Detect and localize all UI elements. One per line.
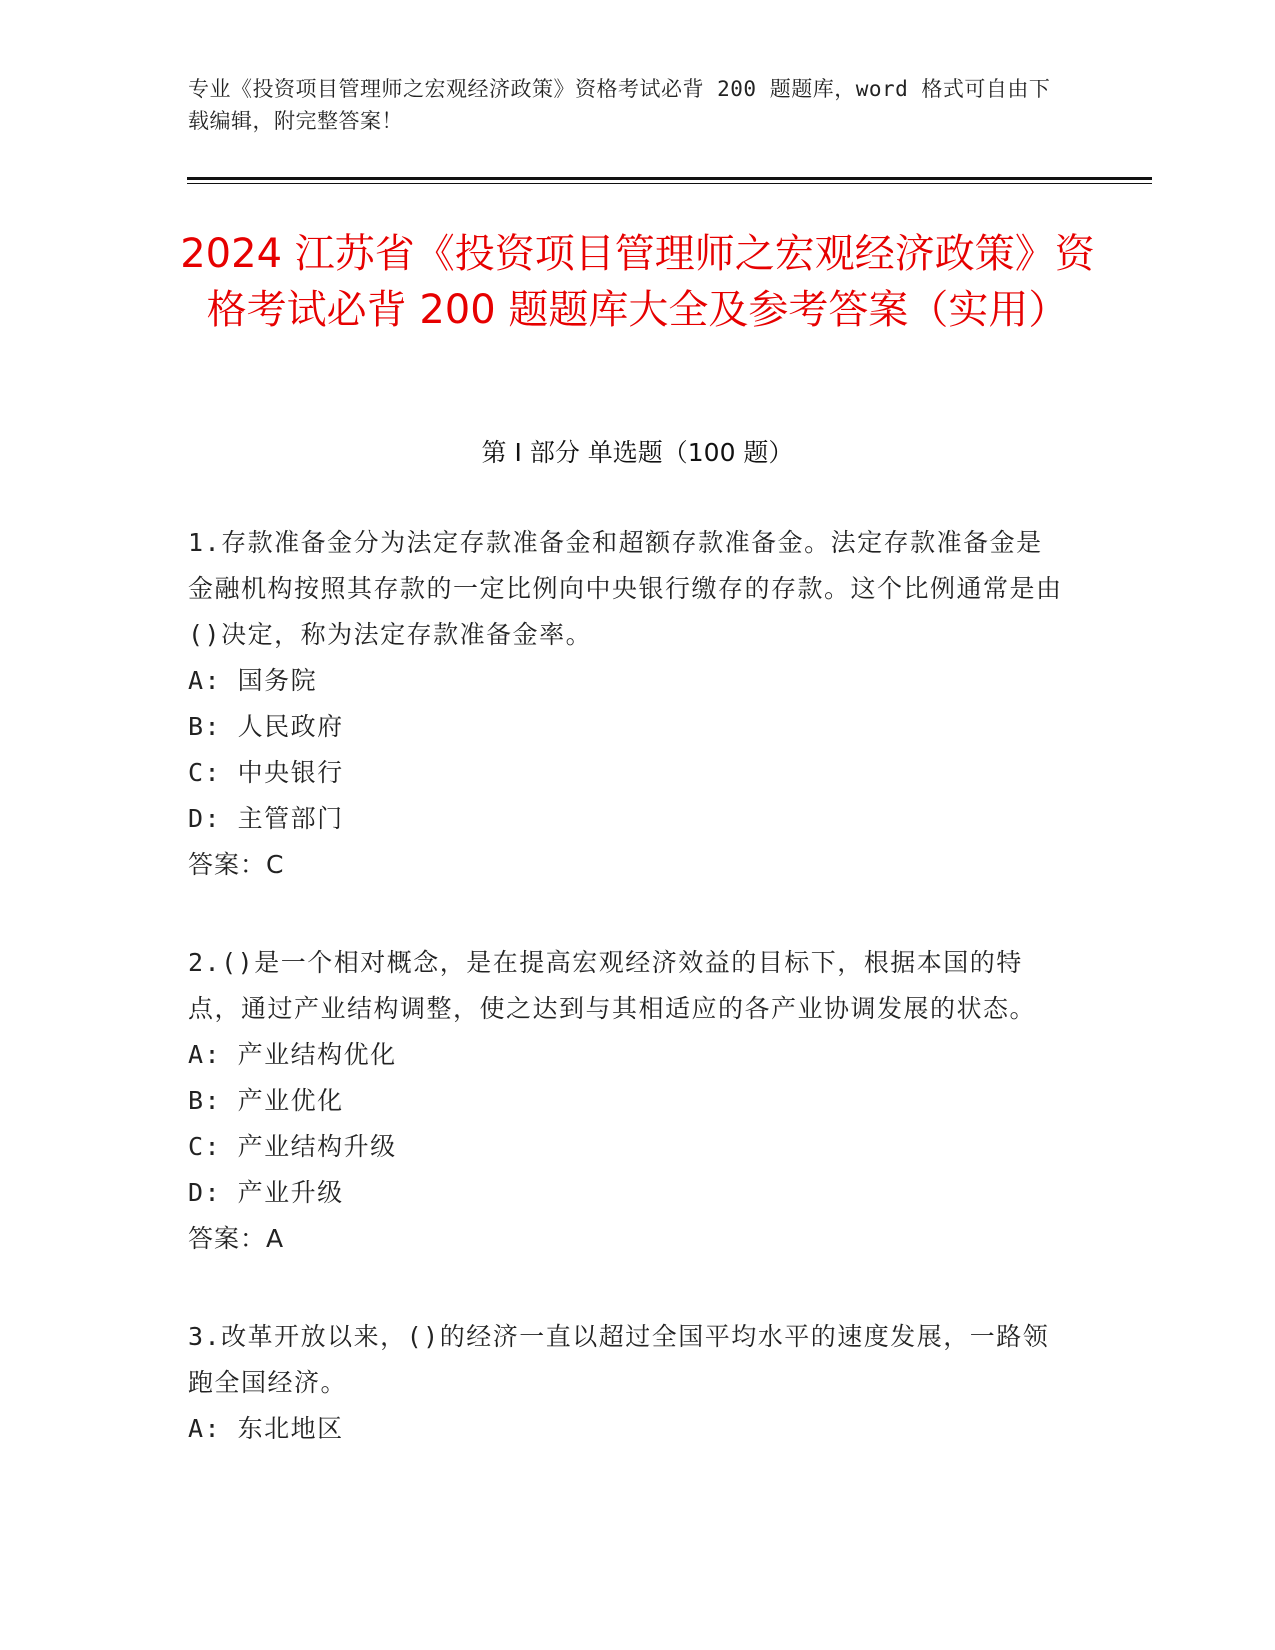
- option-text: 东北地区: [237, 1414, 344, 1443]
- option-c: [188, 750, 1068, 796]
- option-letter: C:: [188, 1132, 222, 1161]
- answer-line: 答案：A: [188, 1224, 285, 1253]
- option-text: 产业升级: [237, 1178, 344, 1207]
- question-stem: 3.改革开放以来，()的经济一直以超过全国平均水平的速度发展，一路领跑全国经济。: [188, 1322, 1050, 1397]
- option-letter: D:: [188, 804, 222, 833]
- option-d: [188, 796, 1068, 842]
- answer-line: 答案：C: [188, 850, 285, 879]
- question-list: [188, 520, 1068, 1504]
- option-text: 人民政府: [237, 712, 344, 741]
- option-text: 产业优化: [237, 1086, 344, 1115]
- option-a: [188, 1032, 1068, 1078]
- option-c: [188, 1124, 1068, 1170]
- option-text: 国务院: [237, 666, 318, 695]
- question-3: [188, 1314, 1068, 1452]
- option-letter: D:: [188, 1178, 222, 1207]
- option-a: [188, 1406, 1068, 1452]
- header-divider-thin: [187, 183, 1152, 184]
- question-2: [188, 940, 1068, 1262]
- header-divider-thick: [187, 177, 1152, 180]
- option-letter: C:: [188, 758, 222, 787]
- section-heading: 第 I 部分 单选题（100 题）: [481, 438, 794, 467]
- option-letter: B:: [188, 712, 222, 741]
- option-letter: A:: [188, 1040, 222, 1069]
- option-letter: A:: [188, 1414, 222, 1443]
- option-text: 中央银行: [237, 758, 344, 787]
- option-a: [188, 658, 1068, 704]
- option-letter: B:: [188, 1086, 222, 1115]
- option-letter: A:: [188, 666, 222, 695]
- option-text: 产业结构升级: [237, 1132, 397, 1161]
- option-text: 产业结构优化: [237, 1040, 397, 1069]
- document-title: 2024 江苏省《投资项目管理师之宏观经济政策》资格考试必背 200 题题库大全及参考答案（实用）: [180, 231, 1095, 333]
- option-b: [188, 704, 1068, 750]
- question-1: [188, 520, 1068, 888]
- option-text: 主管部门: [237, 804, 344, 833]
- question-stem: 1.存款准备金分为法定存款准备金和超额存款准备金。法定存款准备金是金融机构按照其存款的一定比例向中央银行缴存的存款。这个比例通常是由()决定，称为法定存款准备金率。: [188, 528, 1063, 649]
- option-d: [188, 1170, 1068, 1216]
- header-note: 专业《投资项目管理师之宏观经济政策》资格考试必背 200 题题库，word 格式可自由下载编辑，附完整答案！: [188, 77, 1051, 133]
- option-b: [188, 1078, 1068, 1124]
- question-stem: 2.()是一个相对概念，是在提高宏观经济效益的目标下，根据本国的特点，通过产业结构调整，使之达到与其相适应的各产业协调发展的状态。: [188, 948, 1037, 1023]
